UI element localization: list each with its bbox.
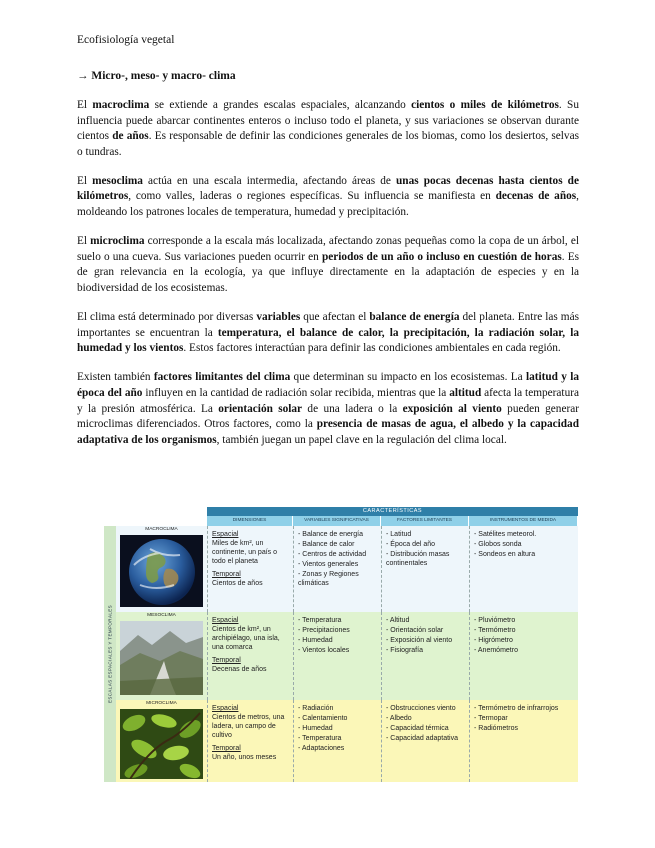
list-item: - Balance de energía [298, 531, 363, 538]
dim-spatial-title: Espacial [212, 531, 239, 538]
list-item: - Satélites meteorol. [474, 531, 537, 538]
list-item: - Termómetro [474, 627, 516, 634]
dim-temporal-text: Decenas de años [212, 666, 267, 673]
list-item: - Adaptaciones [298, 745, 345, 752]
dim-spatial-title: Espacial [212, 705, 239, 712]
list-item: - Vientos generales [298, 561, 359, 568]
list-item: - Precipitaciones [298, 627, 350, 634]
dim-temporal-title: Temporal [212, 657, 241, 664]
list-item: - Altitud [386, 617, 410, 624]
dim-spatial-text: Cientos de metros, una ladera, un campo de cultivo [212, 714, 285, 739]
paragraph-2: El mesoclima actúa en una escala intermedia, afectando áreas de unas pocas decenas hasta cientos de kilómetros, como valles, laderas o regiones específicas. Su influencia se manifiesta en decenas de años, moldeando los patrones locales de temperatura, humedad y precipitación. [77, 174, 579, 219]
paragraph-3: El microclima corresponde a la escala más localizada, afectando zonas pequeñas como la copa de un árbol, el suelo o una cueva. Sus variaciones pueden ocurrir en periodos de un año o incluso en cuestión de horas. Es de gran relevancia en la ecología, ya que influye directamente en la adaptación de especies y en la biodiversidad de los ecosistemas. [77, 235, 580, 294]
list-item: - Higrómetro [474, 637, 513, 644]
list-item: - Latitud [386, 531, 412, 538]
leaves-canopy-image [120, 709, 203, 779]
list-item: - Pluviómetro [474, 617, 516, 624]
dim-temporal-text: Cientos de años [212, 580, 263, 587]
cell-variables-meso [293, 612, 381, 700]
dim-spatial-text: Cientos de km², un archipiélago, una isla, una comarca [212, 626, 280, 651]
list-item: - Balance de calor [298, 541, 355, 548]
list-item: - Temperatura [298, 617, 342, 624]
list-item: - Exposición al viento [386, 637, 453, 644]
list-item: - Radiación [298, 705, 334, 712]
cell-factors-meso [381, 612, 469, 700]
paragraphs [77, 98, 579, 448]
dim-temporal-title: Temporal [212, 745, 241, 752]
paragraph-4: El clima está determinado por diversas variables que afectan el balance de energía del planeta. Entre las más importantes se encuentran la temperatura, el balance de calor, la precipitación, la radiación solar, la humedad y los vientos. Estos factores interactúan para definir las condiciones ambientales en cada región. [77, 311, 579, 355]
paragraph-1: El macroclima se extiende a grandes escalas espaciales, alcanzando cientos o miles de kilómetros. Su influencia puede abarcar continentes enteros o incluso todo el planeta, y sus variaciones se observan durante cientos de años. Es responsable de definir las condiciones generales de los biomas, como los desiertos, selvas o tundras. [77, 99, 579, 158]
list-item: - Calentamiento [298, 715, 348, 722]
paragraph-5: Existen también factores limitantes del clima que determinan su impacto en los ecosistemas. La latitud y la época del año influyen en la cantidad de radiación solar recibida, mientras que la altitud afecta la temperatura y la presión atmosférica. La orientación solar de una ladera o la exposición al viento pueden generar microclimas diferenciados. Otros factores, como la presencia de masas de agua, el albedo y la capacidad adaptativa de los organismos, también juegan un papel clave en la regulación del clima local. [77, 371, 580, 446]
side-label: ESCALAS ESPACIALES Y TEMPORALES [107, 604, 113, 704]
cell-dimensions-meso [207, 612, 293, 700]
table-row-macroclima [116, 526, 578, 612]
row-label-microclima: MICROCLIMA [146, 701, 177, 706]
list-item: - Radiómetros [474, 725, 518, 732]
table-row-microclima [116, 700, 578, 782]
cell-instruments-macro [469, 526, 578, 612]
list-item: - Orientación solar [386, 627, 444, 634]
document-title: Ecofisiología vegetal [77, 34, 175, 46]
cell-instruments-micro [469, 700, 578, 782]
cell-factors-macro [381, 526, 469, 612]
list-item: - Obstrucciones viento [386, 705, 456, 712]
cell-factors-micro [381, 700, 469, 782]
list-item: - Vientos locales [298, 647, 350, 654]
dim-temporal-title: Temporal [212, 571, 241, 578]
col-header-dimensions: DIMENSIONES [207, 516, 293, 526]
row-label-macroclima: MACROCLIMA [145, 527, 178, 532]
list-item: - Época del año [386, 541, 436, 548]
valley-landscape-image [120, 621, 203, 695]
cell-variables-micro [293, 700, 381, 782]
list-item: - Anemómetro [474, 647, 518, 654]
cell-dimensions-macro [207, 526, 293, 612]
list-item: - Termómetro de infrarrojos [474, 705, 559, 712]
list-item: - Humedad [298, 637, 333, 644]
climate-scales-table [104, 507, 578, 782]
table-row-mesoclima [116, 612, 578, 700]
list-item: - Globos sonda [474, 541, 522, 548]
col-header-variables: VARIABLES SIGNIFICATIVAS [293, 516, 381, 526]
earth-globe-image [120, 535, 203, 607]
side-label-band [104, 526, 116, 782]
list-item: - Distribución masas continentales [386, 551, 450, 567]
dim-spatial-text: Miles de km², un continente, un país o todo el planeta [212, 540, 277, 565]
list-item: - Albedo [386, 715, 412, 722]
row-label-mesoclima: MESOCLIMA [147, 613, 176, 618]
cell-dimensions-micro [207, 700, 293, 782]
list-item: - Humedad [298, 725, 333, 732]
list-item: - Centros de actividad [298, 551, 367, 558]
col-header-factors: FACTORES LIMITANTES [381, 516, 469, 526]
col-header-instruments: INSTRUMENTOS DE MEDIDA [469, 516, 578, 526]
table-column-headers [207, 516, 578, 526]
list-item: - Termopar [474, 715, 508, 722]
list-item: - Fisiografía [386, 647, 423, 654]
list-item: - Capacidad adaptativa [386, 735, 458, 742]
list-item: - Sondeos en altura [474, 551, 536, 558]
dim-temporal-text: Un año, unos meses [212, 754, 277, 761]
cell-variables-macro [293, 526, 381, 612]
list-item: - Temperatura [298, 735, 342, 742]
document-page [77, 34, 579, 462]
cell-instruments-meso [469, 612, 578, 700]
section-heading: → Micro-, meso- y macro- clima [77, 70, 236, 82]
list-item: - Capacidad térmica [386, 725, 449, 732]
list-item: - Zonas y Regiones climáticas [298, 571, 359, 587]
table-header-characteristics: CARACTERÍSTICAS [207, 507, 578, 516]
dim-spatial-title: Espacial [212, 617, 239, 624]
